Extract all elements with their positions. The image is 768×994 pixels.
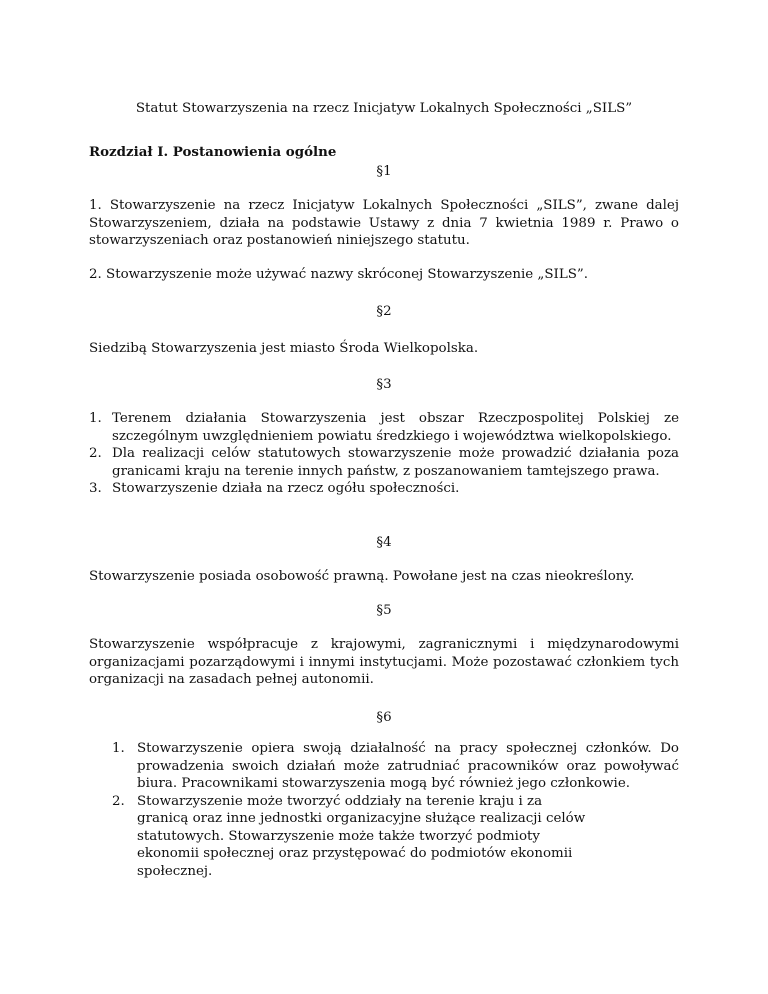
list-item xyxy=(112,793,679,881)
section-4-paragraph: Stowarzyszenie posiada osobowość prawną. Powołane jest na czas nieokreślony. xyxy=(89,569,635,584)
section-label-4: §4 xyxy=(376,535,392,550)
list-item-text: Dla realizacji celów statutowych stowarzyszenie może prowadzić działania poza granicami kraju na terenie innych państw, z poszanowaniem tamtejszego prawa. xyxy=(112,446,679,479)
list-item-text-line: Stowarzyszenie może tworzyć oddziały na terenie kraju i za xyxy=(137,793,543,809)
list-item-text-line: statutowych. Stowarzyszenie może także tworzyć podmioty xyxy=(137,828,540,844)
list-item-number: 1. xyxy=(112,741,125,756)
list-item-text-line: granicą oraz inne jednostki organizacyjne służące realizacji celów xyxy=(137,811,586,826)
chapter-heading: Rozdział I. Postanowienia ogólne xyxy=(89,144,337,160)
section-1-paragraph-1: 1. Stowarzyszenie na rzecz Inicjatyw Lokalnych Społeczności „SILS”, zwane dalej Stowarzyszeniem, działa na podstawie Ustawy z dnia 7 kwietnia 1989 r. Prawo o stowarzyszeniach oraz postanowień niniejszego statutu. xyxy=(89,198,679,248)
document-title: Statut Stowarzyszenia na rzecz Inicjatyw Lokalnych Społeczności „SILS” xyxy=(135,101,633,116)
section-label-6: §6 xyxy=(376,710,392,725)
list-item xyxy=(89,445,679,480)
list-item-number: 2. xyxy=(112,793,125,809)
list-item-text-line: społecznej. xyxy=(137,863,213,879)
list-item-number: 1. xyxy=(89,411,102,426)
section-2-paragraph: Siedzibą Stowarzyszenia jest miasto Środa Wielkopolska. xyxy=(89,341,479,356)
section-label-3: §3 xyxy=(376,377,392,392)
section-label-5: §5 xyxy=(376,603,392,618)
list-item-number: 2. xyxy=(89,446,102,461)
list-item xyxy=(89,410,679,445)
list-item-text: Stowarzyszenie opiera swoją działalność na pracy społecznej członków. Do prowadzenia swoich działań może zatrudniać pracowników oraz powoływać biura. Pracownikami stowarzyszenia mogą być również jego członkowie. xyxy=(137,741,679,791)
list-item-text: Stowarzyszenie działa na rzecz ogółu społeczności. xyxy=(112,481,460,496)
section-label-2: §2 xyxy=(376,304,392,319)
list-item xyxy=(112,740,679,793)
section-1-paragraph-2: 2. Stowarzyszenie może używać nazwy skróconej Stowarzyszenie „SILS”. xyxy=(89,267,588,282)
list-item-number: 3. xyxy=(89,481,102,496)
section-label-1: §1 xyxy=(376,164,392,179)
list-item xyxy=(89,480,679,498)
list-item-text-line: ekonomii społecznej oraz przystępować do podmiotów ekonomii xyxy=(137,846,573,861)
section-6-list xyxy=(112,740,679,880)
section-5-paragraph: Stowarzyszenie współpracuje z krajowymi, zagranicznymi i międzynarodowymi organizacjami pozarządowymi i innymi instytucjami. Może pozostawać członkiem tych organizacji na zasadach pełnej autonomii. xyxy=(89,637,679,687)
list-item-text: Terenem działania Stowarzyszenia jest obszar Rzeczpospolitej Polskiej ze szczególnym uwzględnieniem powiatu średzkiego i województwa wielkopolskiego. xyxy=(112,411,679,444)
section-3-list xyxy=(89,410,679,498)
